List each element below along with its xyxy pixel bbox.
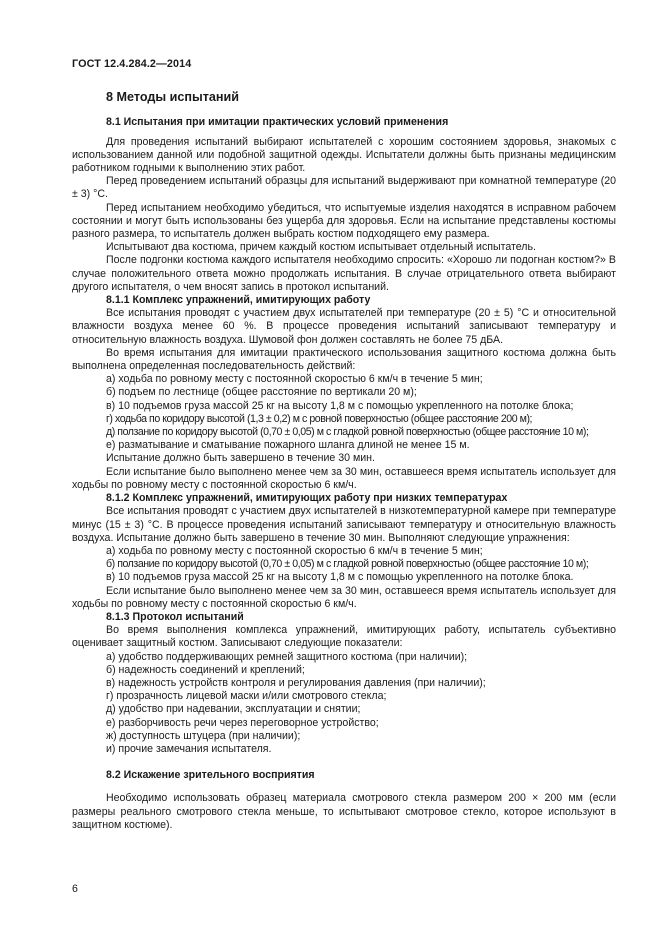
list-item: а) ходьба по ровному месту с постоянной скоростью 6 км/ч в течение 5 мин; bbox=[106, 544, 483, 557]
list-item: а) ходьба по ровному месту с постоянной скоростью 6 км/ч в течение 5 мин; bbox=[106, 373, 483, 386]
paragraph: Перед испытанием необходимо убедиться, что испытуемые изделия находятся в исправном рабочем состоянии и могут быть использованы без ущерба для здоровья. Если на испытание представлены костюмы разного размера, то испытатель должен выбрать костюм подходящего ему размера. bbox=[72, 201, 616, 241]
paragraph: Все испытания проводят с участием двух испытателей при температуре (20 ± 5) °С и относительной влажности воздуха менее 60 %. В процессе проведения испытаний записывают температуру и относительную влажность воздуха. Шумовой фон должен составлять не более 75 дБА. bbox=[72, 307, 616, 346]
document-header: ГОСТ 12.4.284.2—2014 bbox=[72, 58, 192, 70]
section-title: 8 Методы испытаний bbox=[106, 90, 239, 105]
paragraph: Перед проведением испытаний образцы для испытаний выдерживают при комнатной температуре (20 ± 3) °С. bbox=[72, 175, 616, 201]
list-item: д) удобство при надевании, эксплуатации и снятии; bbox=[106, 703, 361, 716]
list-item: в) 10 подъемов груза массой 25 кг на высоту 1,8 м с помощью укрепленного на потолке блока; bbox=[106, 399, 574, 412]
list-item: в) надежность устройств контроля и регулирования давления (при наличии); bbox=[106, 676, 486, 689]
paragraph: Во время испытания для имитации практического использования защитного костюма должна быть выполнена определенная последовательность действий: bbox=[72, 346, 616, 373]
list-item: д) ползание по коридору высотой (0,70 ± 0,05) м с гладкой ровной поверхностью (общее расстояние 10 м); bbox=[106, 426, 589, 439]
list-item: б) подъем по лестнице (общее расстояние по вертикали 20 м); bbox=[106, 386, 417, 399]
list-item: ж) доступность штуцера (при наличии); bbox=[106, 729, 301, 742]
subsection-title-8-1: 8.1 Испытания при имитации практических условий применения bbox=[106, 116, 449, 129]
paragraph: Испытывают два костюма, причем каждый костюм испытывает отдельный испытатель. bbox=[106, 241, 536, 254]
paragraph: Если испытание было выполнено менее чем за 30 мин, оставшееся время испытатель использует для ходьбы по ровному месту с постоянной скоростью 6 км/ч. bbox=[72, 584, 616, 610]
page-number: 6 bbox=[72, 883, 78, 895]
paragraph: Испытание должно быть завершено в течение 30 мин. bbox=[106, 452, 375, 465]
list-item: б) ползание по коридору высотой (0,70 ± 0,05) м с гладкой ровной поверхностью (общее расстояние 10 м); bbox=[106, 558, 589, 571]
list-item: е) разматывание и сматывание пожарного шланга длиной не менее 15 м. bbox=[106, 439, 470, 452]
list-item: г) прозрачность лицевой маски и/или смотрового стекла; bbox=[106, 690, 387, 703]
subsection-title-8-1-2: 8.1.2 Комплекс упражнений, имитирующих работу при низких температурах bbox=[106, 492, 508, 505]
paragraph: Необходимо использовать образец материала смотрового стекла размером 200 × 200 мм (если размеры реального смотрового стекла меньше, то испытывают смотровое стекло, которое используют в защитном костюме). bbox=[72, 792, 616, 831]
list-item: б) надежность соединений и креплений; bbox=[106, 663, 305, 676]
paragraph: Если испытание было выполнено менее чем за 30 мин, оставшееся время испытатель использует для ходьбы по ровному месту с постоянной скоростью 6 км/ч. bbox=[72, 465, 616, 491]
subsection-title-8-1-3: 8.1.3 Протокол испытаний bbox=[106, 610, 244, 623]
paragraph: Все испытания проводят с участием двух испытателей в низкотемпературной камере при температуре минус (15 ± 3) °С. В процессе проведения испытаний записывают температуру и относительную влажность воздуха. Испытание должно быть завершено в течение 30 мин. Выполняют следующие упражнения: bbox=[72, 505, 616, 544]
paragraph: Для проведения испытаний выбирают испытателей с хорошим состоянием здоровья, знакомых с использованием данной или подобной защитной одежды. Испытатели должны быть признаны медицинским работником годными к выполнению этих работ. bbox=[72, 135, 616, 175]
paragraph: Во время выполнения комплекса упражнений, имитирующих работу, испытатель субъективно оценивает защитный костюм. Записывают следующие показатели: bbox=[72, 624, 616, 650]
subsection-title-8-1-1: 8.1.1 Комплекс упражнений, имитирующих работу bbox=[106, 294, 371, 307]
list-item: в) 10 подъемов груза массой 25 кг на высоту 1,8 м с помощью укрепленного на потолке блока. bbox=[106, 571, 574, 584]
list-item: и) прочие замечания испытателя. bbox=[106, 742, 272, 755]
list-item: а) удобство поддерживающих ремней защитного костюма (при наличии); bbox=[106, 650, 468, 663]
document-page bbox=[72, 58, 616, 832]
list-item: г) ходьба по коридору высотой (1,3 ± 0,2) м с ровной поверхностью (общее расстояние 200 м); bbox=[106, 412, 533, 425]
paragraph: После подгонки костюма каждого испытателя необходимо спросить: «Хорошо ли подогнан костюм?» В случае положительного ответа можно продолжать испытания. В случае отрицательного ответа выбирают другого испытателя, о чем вносят запись в протокол испытаний. bbox=[72, 254, 616, 293]
list-item: е) разборчивость речи через переговорное устройство; bbox=[106, 716, 379, 729]
subsection-title-8-2: 8.2 Искажение зрительного восприятия bbox=[106, 769, 315, 782]
